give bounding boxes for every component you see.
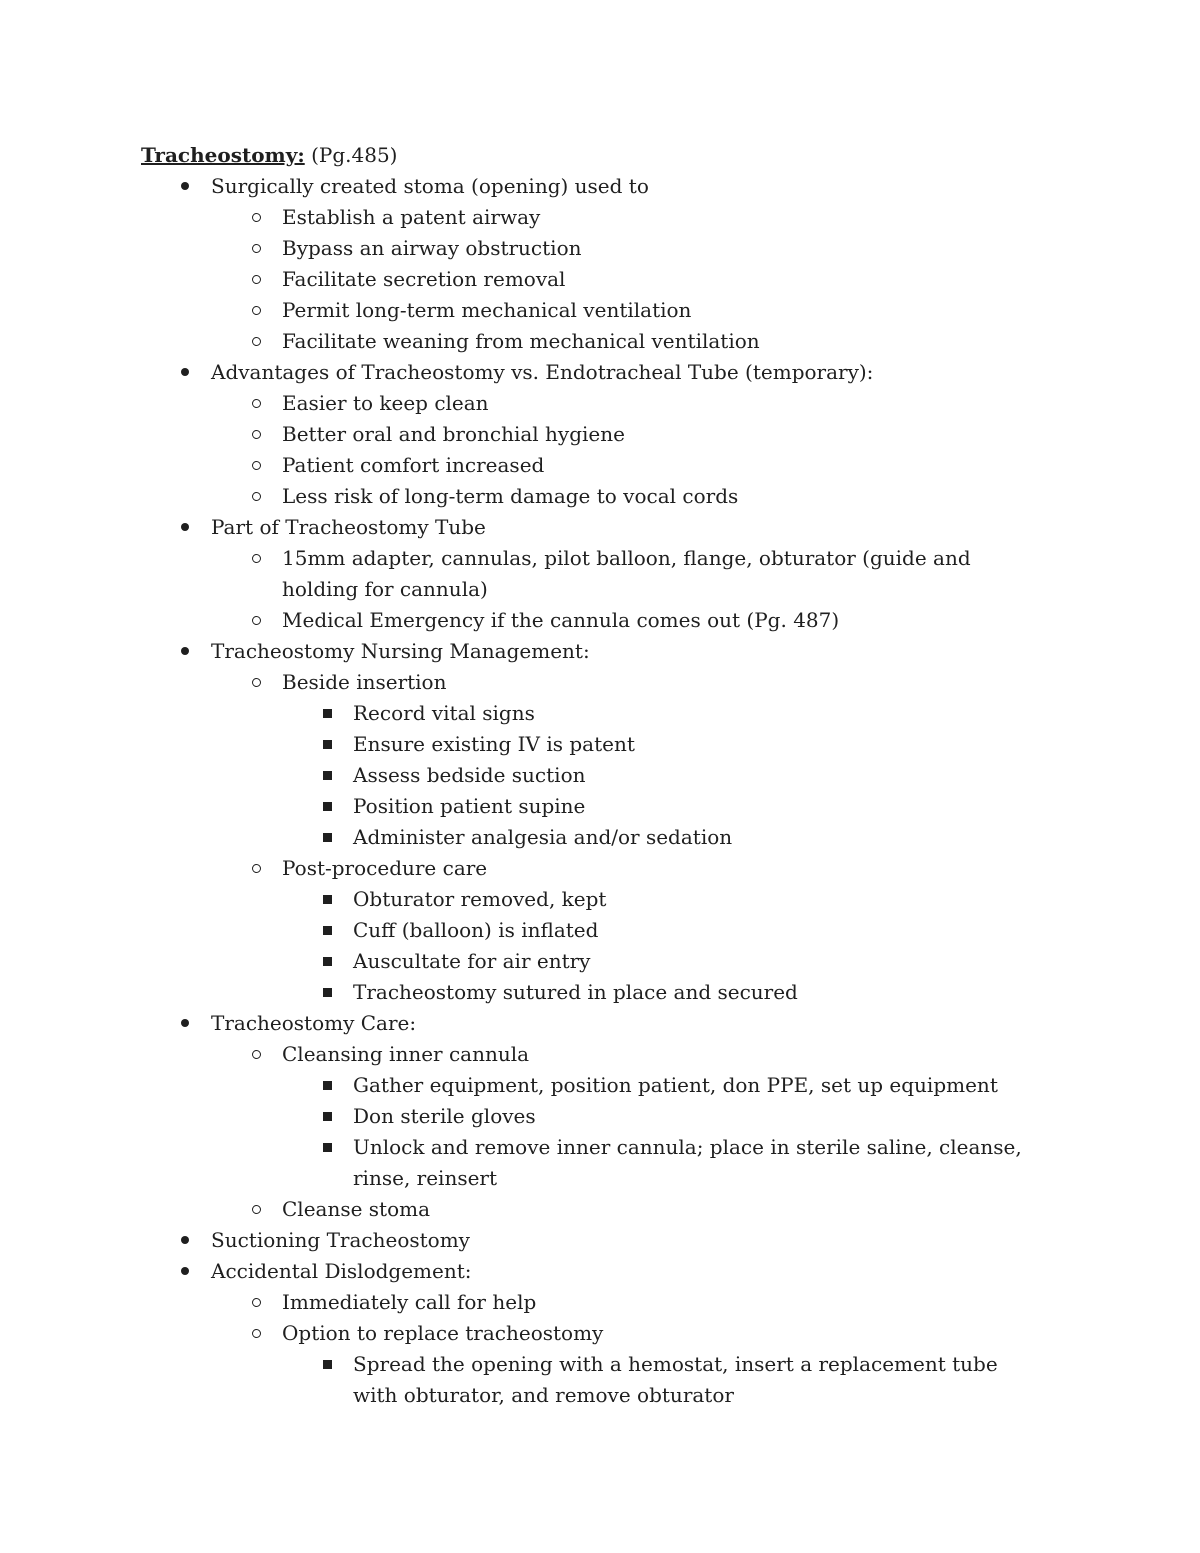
bullet-disc-icon: [181, 182, 189, 190]
bullet-marker: [246, 1039, 266, 1070]
list-item-text: Advantages of Tracheostomy vs. Endotracheal Tube (temporary):: [211, 360, 874, 384]
bullet-circle-icon: [252, 244, 261, 253]
list-item-text: Cuff (balloon) is inflated: [353, 918, 599, 942]
bullet-circle-icon: [252, 399, 261, 408]
bullet-square-icon: [323, 740, 332, 749]
bullet-circle-icon: [252, 1205, 261, 1214]
bullet-marker: [246, 667, 266, 698]
list-item: [141, 419, 1041, 450]
list-item: [141, 636, 1041, 667]
list-item-text: Surgically created stoma (opening) used to: [211, 174, 649, 198]
bullet-square-icon: [323, 926, 332, 935]
list-item: [141, 1132, 1041, 1194]
bullet-marker: [317, 1101, 337, 1132]
bullet-marker: [246, 853, 266, 884]
list-item-text: Administer analgesia and/or sedation: [353, 825, 733, 849]
list-item-text: Tracheostomy Nursing Management:: [211, 639, 590, 663]
list-item-text: Option to replace tracheostomy: [282, 1321, 604, 1345]
bullet-marker: [317, 915, 337, 946]
bullet-marker: [175, 1225, 195, 1256]
list-item-text: Facilitate weaning from mechanical ventilation: [282, 329, 760, 353]
bullet-square-icon: [323, 771, 332, 780]
list-item: [141, 1287, 1041, 1318]
bullet-square-icon: [323, 1081, 332, 1090]
bullet-circle-icon: [252, 678, 261, 687]
bullet-circle-icon: [252, 492, 261, 501]
list-item-text: Post-procedure care: [282, 856, 488, 880]
page-title: Tracheostomy:: [141, 143, 305, 167]
list-item: [141, 791, 1041, 822]
bullet-marker: [246, 605, 266, 636]
bullet-marker: [246, 264, 266, 295]
list-item: [141, 977, 1041, 1008]
bullet-circle-icon: [252, 461, 261, 470]
bullet-marker: [175, 1008, 195, 1039]
list-item-text: Part of Tracheostomy Tube: [211, 515, 486, 539]
list-item-text: Spread the opening with a hemostat, insert a replacement tube with obturator, and remove obturator: [353, 1352, 998, 1407]
list-item-text: Accidental Dislodgement:: [211, 1259, 472, 1283]
bullet-marker: [175, 636, 195, 667]
bullet-marker: [317, 1132, 337, 1163]
bullet-square-icon: [323, 957, 332, 966]
bullet-disc-icon: [181, 1236, 189, 1244]
bullet-marker: [246, 202, 266, 233]
list-item-text: Record vital signs: [353, 701, 535, 725]
list-item: [141, 760, 1041, 791]
bullet-circle-icon: [252, 616, 261, 625]
bullet-disc-icon: [181, 368, 189, 376]
list-item: [141, 605, 1041, 636]
list-item: [141, 1194, 1041, 1225]
bullet-marker: [246, 295, 266, 326]
bullet-circle-icon: [252, 275, 261, 284]
bullet-marker: [246, 481, 266, 512]
list-item-text: Establish a patent airway: [282, 205, 541, 229]
bullet-disc-icon: [181, 1019, 189, 1027]
list-item-text: Don sterile gloves: [353, 1104, 536, 1128]
bullet-marker: [317, 1349, 337, 1380]
list-item-text: Medical Emergency if the cannula comes out (Pg. 487): [282, 608, 840, 632]
list-item: [141, 1039, 1041, 1070]
bullet-circle-icon: [252, 1329, 261, 1338]
bullet-square-icon: [323, 833, 332, 842]
bullet-marker: [317, 946, 337, 977]
list-item: [141, 264, 1041, 295]
list-item-text: Tracheostomy Care:: [211, 1011, 417, 1035]
bullet-marker: [246, 233, 266, 264]
bullet-square-icon: [323, 1360, 332, 1369]
list-item: [141, 1225, 1041, 1256]
list-item-text: Better oral and bronchial hygiene: [282, 422, 625, 446]
notes-content: [141, 140, 1041, 1411]
list-item: [141, 946, 1041, 977]
list-item: [141, 388, 1041, 419]
bullet-marker: [175, 171, 195, 202]
bullet-circle-icon: [252, 1050, 261, 1059]
list-item-text: Permit long-term mechanical ventilation: [282, 298, 692, 322]
list-item-text: 15mm adapter, cannulas, pilot balloon, flange, obturator (guide and holding for cannula): [282, 546, 971, 601]
bullet-marker: [317, 1070, 337, 1101]
list-item-text: Beside insertion: [282, 670, 447, 694]
bullet-marker: [317, 760, 337, 791]
list-item-text: Obturator removed, kept: [353, 887, 607, 911]
list-item: [141, 915, 1041, 946]
list-item: [141, 884, 1041, 915]
list-item-text: Cleansing inner cannula: [282, 1042, 530, 1066]
bullet-marker: [175, 1256, 195, 1287]
bullet-square-icon: [323, 1143, 332, 1152]
bullet-marker: [246, 326, 266, 357]
list-item: [141, 512, 1041, 543]
bullet-marker: [246, 419, 266, 450]
list-item-text: Position patient supine: [353, 794, 586, 818]
list-item-text: Immediately call for help: [282, 1290, 537, 1314]
list-item-text: Cleanse stoma: [282, 1197, 431, 1221]
list-item: [141, 202, 1041, 233]
bullet-circle-icon: [252, 306, 261, 315]
list-item: [141, 171, 1041, 202]
list-item-text: Patient comfort increased: [282, 453, 545, 477]
bullet-marker: [317, 698, 337, 729]
bullet-square-icon: [323, 895, 332, 904]
bullet-circle-icon: [252, 554, 261, 563]
bullet-marker: [246, 1194, 266, 1225]
bullet-marker: [246, 543, 266, 574]
list-item: [141, 667, 1041, 698]
list-item-text: Easier to keep clean: [282, 391, 489, 415]
bullet-disc-icon: [181, 523, 189, 531]
list-item-text: Tracheostomy sutured in place and secured: [353, 980, 798, 1004]
bullet-square-icon: [323, 1112, 332, 1121]
list-item: [141, 295, 1041, 326]
list-item: [141, 450, 1041, 481]
bullet-marker: [175, 357, 195, 388]
list-item: [141, 481, 1041, 512]
list-item: [141, 1070, 1041, 1101]
list-item: [141, 698, 1041, 729]
bullet-circle-icon: [252, 337, 261, 346]
bullet-disc-icon: [181, 1267, 189, 1275]
list-item-text: Assess bedside suction: [353, 763, 586, 787]
list-item-text: Unlock and remove inner cannula; place in sterile saline, cleanse, rinse, reinsert: [353, 1135, 1022, 1190]
bullet-circle-icon: [252, 864, 261, 873]
list-item: [141, 1318, 1041, 1349]
list-item-text: Less risk of long-term damage to vocal cords: [282, 484, 739, 508]
bullet-circle-icon: [252, 430, 261, 439]
list-item-text: Ensure existing IV is patent: [353, 732, 635, 756]
page-reference: (Pg.485): [304, 143, 398, 167]
bullet-square-icon: [323, 709, 332, 718]
bullet-marker: [317, 977, 337, 1008]
list-item: [141, 729, 1041, 760]
bullet-marker: [317, 791, 337, 822]
bullet-marker: [246, 1287, 266, 1318]
list-item-text: Facilitate secretion removal: [282, 267, 566, 291]
bullet-marker: [175, 512, 195, 543]
bullet-circle-icon: [252, 213, 261, 222]
list-item: [141, 233, 1041, 264]
list-item-text: Bypass an airway obstruction: [282, 236, 582, 260]
bullet-marker: [246, 450, 266, 481]
bullet-marker: [317, 729, 337, 760]
list-item: [141, 326, 1041, 357]
bullet-marker: [246, 388, 266, 419]
bullet-marker: [317, 822, 337, 853]
list-item: [141, 1349, 1041, 1411]
bullet-marker: [246, 1318, 266, 1349]
bullet-circle-icon: [252, 1298, 261, 1307]
list-item-text: Auscultate for air entry: [353, 949, 591, 973]
list-item: [141, 543, 1041, 605]
list-item: [141, 822, 1041, 853]
list-item: [141, 357, 1041, 388]
bullet-list: [141, 171, 1041, 1411]
bullet-marker: [317, 884, 337, 915]
list-item-text: Suctioning Tracheostomy: [211, 1228, 470, 1252]
list-item: [141, 1256, 1041, 1287]
list-item: [141, 853, 1041, 884]
list-item: [141, 1101, 1041, 1132]
heading-line: [141, 140, 1041, 171]
list-item-text: Gather equipment, position patient, don PPE, set up equipment: [353, 1073, 998, 1097]
bullet-square-icon: [323, 988, 332, 997]
bullet-disc-icon: [181, 647, 189, 655]
list-item: [141, 1008, 1041, 1039]
bullet-square-icon: [323, 802, 332, 811]
